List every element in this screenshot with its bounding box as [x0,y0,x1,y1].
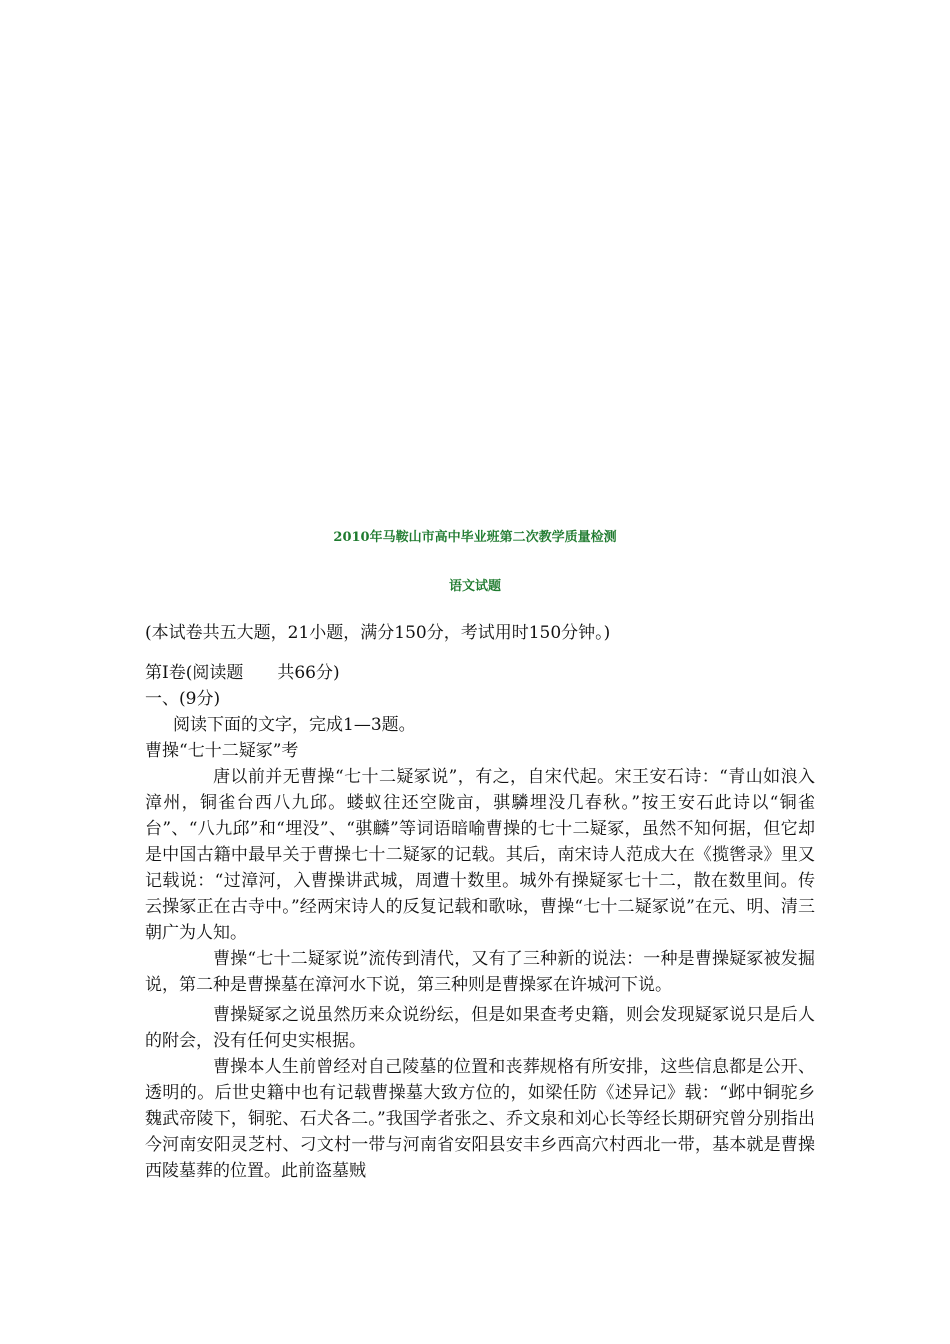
exam-content [145,620,815,1184]
article-paragraph: 曹操“七十二疑冢说”流传到清代，又有了三种新的说法：一种是曹操疑冢被发掘说，第二种是曹操墓在漳河水下说，第三种则是曹操冢在许城河下说。 [145,949,815,995]
exam-title: 2010年马鞍山市高中毕业班第二次教学质量检测 [333,530,617,545]
section-heading: 一、(9分) [145,689,221,709]
article-paragraph: 唐以前并无曹操“七十二疑冢说”，有之，自宋代起。宋王安石诗：“青山如浪入漳州，铜雀台西八九邱。蝼蚁往还空陇亩，骐驎埋没几春秋。”按王安石此诗以“铜雀台”、“八九邱”和“埋没”、“骐麟”等词语暗喻曹操的七十二疑冢，虽然不知何据，但它却是中国古籍中最早关于曹操七十二疑冢的记载。其后，南宋诗人范成大在《揽辔录》里又记载说：“过漳河，入曹操讲武城，周遭十数里。城外有操疑冢七十二，散在数里间。传云操冢正在古寺中。”经两宋诗人的反复记载和歌咏，曹操“七十二疑冢说”在元、明、清三朝广为人知。 [145,767,815,943]
article-paragraph: 曹操本人生前曾经对自己陵墓的位置和丧葬规格有所安排，这些信息都是公开、透明的。后世史籍中也有记载曹操墓大致方位的，如梁任防《述异记》载：“邺中铜驼乡魏武帝陵下，铜驼、石犬各二。”我国学者张之、乔文泉和刘心长等经长期研究曾分别指出今河南安阳灵芝村、刁文村一带与河南省安阳县安丰乡西高穴村西北一带，基本就是曹操西陵墓葬的位置。此前盗墓贼 [145,1057,815,1181]
exam-subtitle: 语文试题 [448,579,501,594]
article-title: 曹操“七十二疑冢”考 [145,741,299,761]
article-paragraph: 曹操疑冢之说虽然历来众说纷纭，但是如果查考史籍，则会发现疑冢说只是后人的附会，没有任何史实根据。 [145,1005,815,1051]
exam-note: (本试卷共五大题，21小题，满分150分，考试用时150分钟。) [145,623,611,643]
instruction-text: 阅读下面的文字，完成1—3题。 [173,715,416,735]
spacer [145,646,815,660]
part-heading: 第Ⅰ卷(阅读题 共66分) [145,663,340,683]
